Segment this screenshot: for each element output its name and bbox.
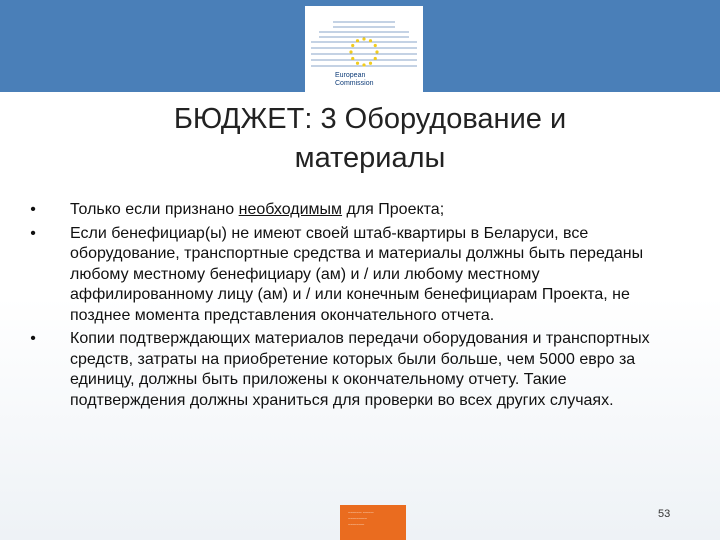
bullet-item (26, 200, 686, 221)
bullet-marker: • (30, 330, 36, 347)
bullet-text: Если бенефициар(ы) не имеют своей штаб-квартиры в Беларуси, все оборудование, транспортные средства и материалы должны быть переданы любому местному бенефициару (ам) и / или любому местному аффилированному лицу (ам) и / или конечным бенефициарам Проекта, не позднее момента представления окончательного отчета. (70, 224, 644, 324)
eu-star-icon (356, 62, 359, 65)
eu-star-icon (351, 57, 354, 60)
bullet-item (26, 329, 686, 411)
bullet-text-underlined: необходимым (238, 201, 343, 218)
logo-wordmark (335, 72, 374, 88)
bullet-marker: • (30, 224, 36, 242)
eu-star-icon (362, 63, 365, 66)
eu-star-icon (369, 62, 372, 65)
eu-star-icon (351, 44, 354, 47)
logo-line-2: Commission (335, 80, 374, 87)
bullet-text-before: Только если признано (70, 201, 239, 218)
bullet-list (26, 200, 686, 414)
eu-star-icon (369, 39, 372, 42)
footer-logo (340, 505, 406, 540)
bullet-text-after: для Проекта; (342, 201, 445, 218)
eu-star-icon (374, 44, 377, 47)
eu-star-icon (349, 50, 352, 53)
page-number: 53 (658, 508, 671, 520)
eu-star-icon (362, 37, 365, 40)
eu-star-icon (374, 57, 377, 60)
header-bar (0, 0, 720, 92)
slide-title: БЮДЖЕТ: 3 Оборудование и материалы (173, 103, 567, 174)
eu-star-icon (375, 50, 378, 53)
logo-line-1: European (335, 72, 366, 79)
eu-star-icon (356, 39, 359, 42)
european-commission-logo (305, 6, 423, 92)
footer-logo-mark: ~~~~~ ~~~~ ~~~~~~~ ~~~~~~ (348, 511, 374, 528)
bullet-marker: • (30, 201, 36, 218)
bullet-item (26, 224, 686, 327)
bullet-text: Копии подтверждающих материалов передачи оборудования и транспортных средств, затраты на приобретение которых были больше, чем 5000 евро за единицу, должны быть приложены к окончательному отчету. Такие подтверждения должны храниться для проверки во всех других случаях. (70, 330, 650, 409)
